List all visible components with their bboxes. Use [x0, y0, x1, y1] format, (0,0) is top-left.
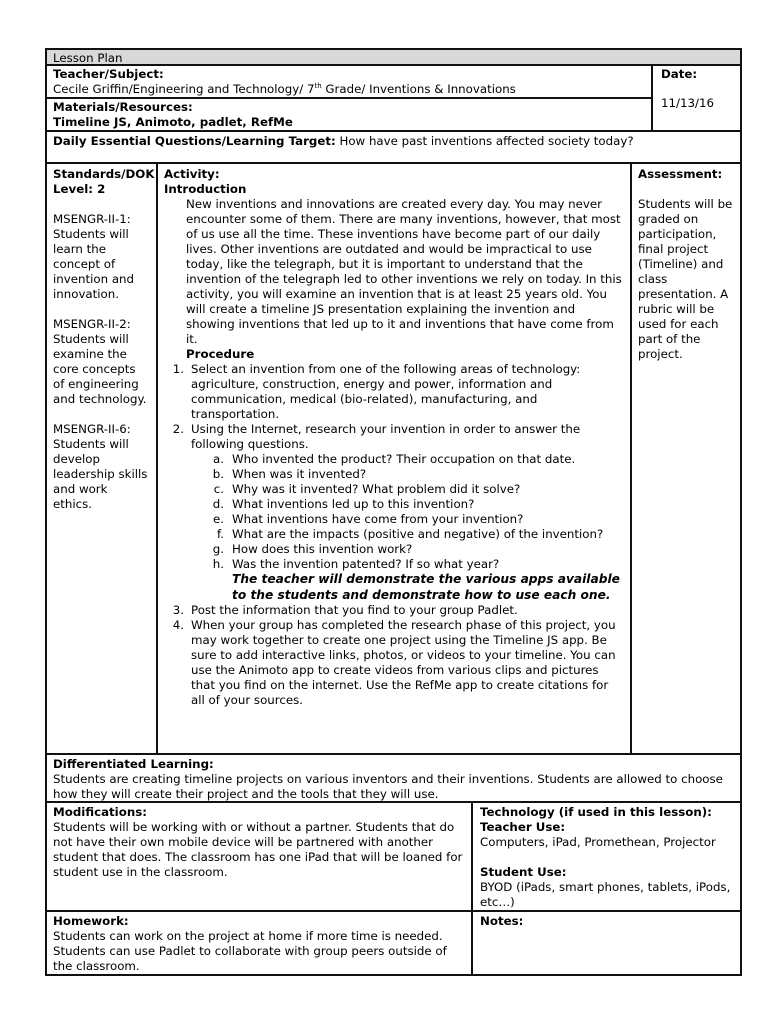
teacher-subject-value: Cecile Griffin/Engineering and Technology/ 7th Grade/ Inventions & Innovations — [53, 82, 516, 96]
research-questions — [164, 452, 624, 603]
question-item: c. Why was it invented? What problem did it solve? — [213, 482, 521, 496]
notes-label: Notes: — [480, 914, 524, 928]
standards-cell — [45, 162, 158, 755]
teacher-demo-note: The teacher will demonstrate the various apps available to the students and demonstrate how to use each one. — [232, 572, 620, 602]
essential-question-cell — [45, 130, 742, 164]
teacher-use-label: Teacher Use: — [480, 820, 566, 834]
modifications-text: Students will be working with or without a partner. Students that do not have their own mobile device will be partnered with another student that does. The classroom has one iPad that will be loaned for student use in the classroom. — [53, 820, 463, 879]
date-label: Date: — [661, 67, 698, 81]
essential-question-label: Daily Essential Questions/Learning Target: — [53, 134, 336, 148]
standard-item: MSENGR-II-2: Students will examine the core concepts of engineering and technology. — [53, 317, 147, 406]
teacher-use-text: Computers, iPad, Promethean, Projector — [480, 835, 716, 849]
notes-cell — [471, 910, 742, 976]
question-item: e. What inventions have come from your invention? — [212, 512, 524, 526]
modifications-cell — [45, 801, 473, 912]
question-item: h. Was the invention patented? If so what year? — [212, 557, 500, 571]
procedure-heading: Procedure — [186, 347, 255, 361]
activity-label: Activity: — [164, 167, 220, 181]
technology-cell — [471, 801, 742, 912]
activity-cell — [156, 162, 632, 755]
teacher-subject-label: Teacher/Subject: — [53, 67, 164, 81]
procedure-step: 1. Select an invention from one of the following areas of technology: agriculture, construction, energy and power, information and communication, medical (bio-related), manufacturing, and transportation. — [172, 362, 581, 421]
introduction-text: New inventions and innovations are created every day. You may never encounter some of them. There are many inventions, however, that most of us use all the time. These inventions have become part of our daily lives. Other inventions are outdated and would be impractical to use today, like the telegraph, but it is important to understand that the invention of the telegraph led to other inventions we rely on today. In this activity, you will examine an invention that is at least 25 years old. You will create a timeline JS presentation explaining the invention and showing inventions that led up to it and inventions that have come from it. — [186, 197, 622, 346]
question-item: b. When was it invented? — [212, 467, 367, 481]
homework-cell — [45, 910, 473, 976]
procedure-step: 3. Post the information that you find to your group Padlet. — [172, 603, 518, 617]
procedure-step: 4. When your group has completed the research phase of this project, you may work together to create one project using the Timeline JS app. Be sure to add interactive links, photos, or videos to your timeline. You can use the Animoto app to create videos from various clips and pictures that you find on the internet. Use the RefMe app to create citations for all of your sources. — [172, 618, 616, 707]
student-use-label: Student Use: — [480, 865, 567, 879]
materials-cell — [45, 97, 653, 132]
materials-value: Timeline JS, Animoto, padlet, RefMe — [53, 115, 293, 129]
assessment-label: Assessment: — [638, 167, 723, 181]
modifications-label: Modifications: — [53, 805, 147, 819]
homework-text: Students can work on the project at home if more time is needed. Students can use Padlet to collaborate with group peers outside of the classroom. — [53, 929, 447, 973]
question-item: d. What inventions led up to this invention? — [212, 497, 475, 511]
date-value: 11/13/16 — [661, 96, 714, 110]
differentiated-label: Differentiated Learning: — [53, 757, 214, 771]
procedure-step: 2. Using the Internet, research your invention in order to answer the following questions. — [172, 422, 581, 451]
question-item: f. What are the impacts (positive and negative) of the invention? — [216, 527, 604, 541]
standards-heading: Standards/DOK Level: 2 — [53, 167, 155, 196]
introduction-heading: Introduction — [164, 182, 247, 196]
technology-label: Technology (if used in this lesson): — [480, 805, 712, 819]
standard-item: MSENGR-II-6: Students will develop leadership skills and work ethics. — [53, 422, 148, 511]
date-cell — [651, 64, 742, 132]
homework-label: Homework: — [53, 914, 129, 928]
standard-item: MSENGR-II-1: Students will learn the concept of invention and innovation. — [53, 212, 135, 301]
essential-question-value: How have past inventions affected society today? — [335, 134, 634, 148]
differentiated-text: Students are creating timeline projects on various inventors and their inventions. Students are allowed to choose how they will create their project and the tools that they will use. — [53, 772, 723, 801]
assessment-text: Students will be graded on participation, final project (Timeline) and class presentation. A rubric will be used for each part of the project. — [638, 197, 733, 361]
lesson-plan-title: Lesson Plan — [53, 51, 123, 65]
question-item: a. Who invented the product? Their occupation on that date. — [213, 452, 576, 466]
assessment-cell — [630, 162, 742, 755]
differentiated-cell — [45, 753, 742, 803]
materials-label: Materials/Resources: — [53, 100, 193, 114]
student-use-text: BYOD (iPads, smart phones, tablets, iPods, etc…) — [480, 880, 731, 909]
question-item: g. How does this invention work? — [212, 542, 413, 556]
teacher-subject-cell — [45, 64, 653, 99]
